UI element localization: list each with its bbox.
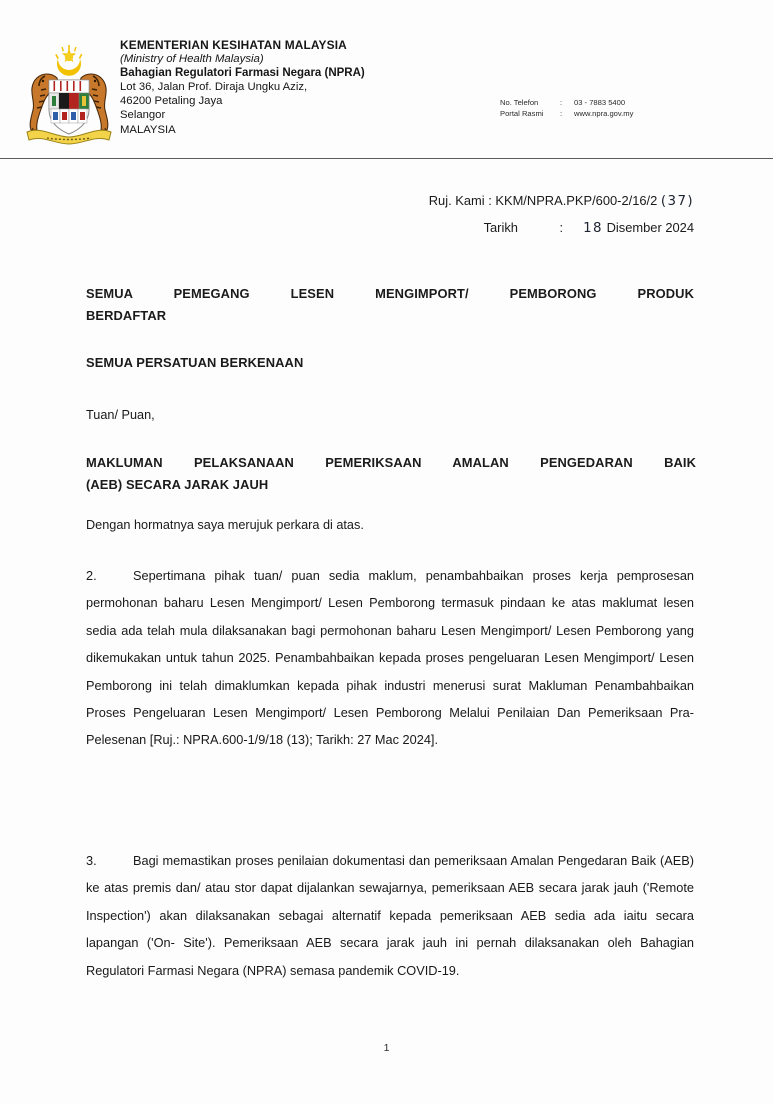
phone-value: 03 - 7883 5400 [574,98,626,107]
division-name: Bahagian Regulatori Farmasi Negara (NPRA) [120,67,365,80]
address-line-country: MALAYSIA [120,123,176,136]
contact-block [500,97,633,120]
page-number: 1 [383,1042,390,1054]
tarikh-day: 18 [583,221,603,236]
phone-label: No. Telefon [500,98,539,107]
ruj-label: Ruj. Kami : [428,193,492,208]
letterhead [0,34,773,154]
address-line-street: Lot 36, Jalan Prof. Diraja Ungku Aziz, [120,81,308,94]
ruj-value: KKM/NPRA.PKP/600-2/16/2 [495,193,658,208]
salutation: Tuan/ Puan, [86,408,155,422]
portal-label: Portal Rasmi [500,109,544,119]
tarikh-month-year: Disember 2024 [606,220,694,235]
header-divider [0,158,773,159]
intro-sentence: Dengan hormatnya saya merujuk perkara di atas. [86,518,364,532]
subject-heading [86,452,696,496]
paragraph-3 [86,847,694,984]
phone-colon: : [560,98,563,107]
portal-value: www.npra.gov.my [574,109,634,119]
paragraph-2-number: 2. [86,568,97,583]
subject-line-1: MAKLUMAN PELAKSANAAN PEMERIKSAAN AMALAN PENGEDARAN BAIK [86,455,696,470]
addressee-line-1: SEMUA PEMEGANG LESEN MENGIMPORT/ PEMBORONG PRODUK [86,286,694,301]
tarikh-colon: : [559,220,564,235]
paragraph-3-number: 3. [86,853,97,868]
paragraph-2 [86,562,694,754]
addressee-line-2: BERDAFTAR [86,307,167,323]
tarikh-label: Tarikh [483,220,518,235]
ministry-name-english: (Ministry of Health Malaysia) [120,53,264,66]
paragraph-2-text: Sepertimana pihak tuan/ puan sedia maklum, penambahbaikan proses kerja pemprosesan permohonan baharu Lesen Mengimport/ Lesen Pemborong termasuk pindaan ke atas maklumat lesen sedia ada telah mula dilaksanakan bagi permohonan baharu Lesen Mengimport/ Lesen Pemborong yang dikemukakan untuk tahun 2025. Penambahbaikan kepada proses pengeluaran Lesen Mengimport/ Lesen Pemborong ini telah dimaklumkan kepada pihak industri menerusi surat Makluman Penambahbaikan Proses Pengeluaran Lesen Mengimport/ Lesen Pemborong Melalui Penilaian Dan Pemeriksaan Pra-Pelesenan [Ruj.: NPRA.600-1/9/18 (13); Tarikh: 27 Mac 2024]. [86,568,694,748]
contact-phone-row [500,97,633,108]
reference-number-line [86,188,694,215]
addressee-primary [86,283,694,326]
portal-colon: : [560,109,563,119]
date-line [86,215,694,242]
contact-portal-row [500,108,633,119]
ruj-serial: (37) [660,194,694,209]
letterhead-text [120,38,460,137]
address-line-city: 46200 Petaling Jaya [120,95,223,108]
ministry-name: KEMENTERIAN KESIHATAN MALAYSIA [120,38,347,52]
addressee-secondary: SEMUA PERSATUAN BERKENAAN [86,355,304,370]
malaysia-coat-of-arms-icon [17,40,121,148]
subject-line-2: (AEB) SECARA JARAK JAUH [86,477,269,492]
paragraph-3-text: Bagi memastikan proses penilaian dokumentasi dan pemeriksaan Amalan Pengedaran Baik (AEB) ke atas premis dan/ atau stor dapat dijalankan sewajarnya, pemeriksaan AEB secara jarak jauh ('Remote Inspection') akan dilaksanakan sebagai alternatif kepada pemeriksaan AEB sedia ada iaitu secara lapangan ('On- Site'). Pemeriksaan AEB secara jarak jauh ini pernah dilaksanakan oleh Bahagian Regulatori Farmasi Negara (NPRA) semasa pandemik COVID-19. [86,853,694,978]
reference-block [86,188,694,242]
address-line-state: Selangor [120,109,166,122]
